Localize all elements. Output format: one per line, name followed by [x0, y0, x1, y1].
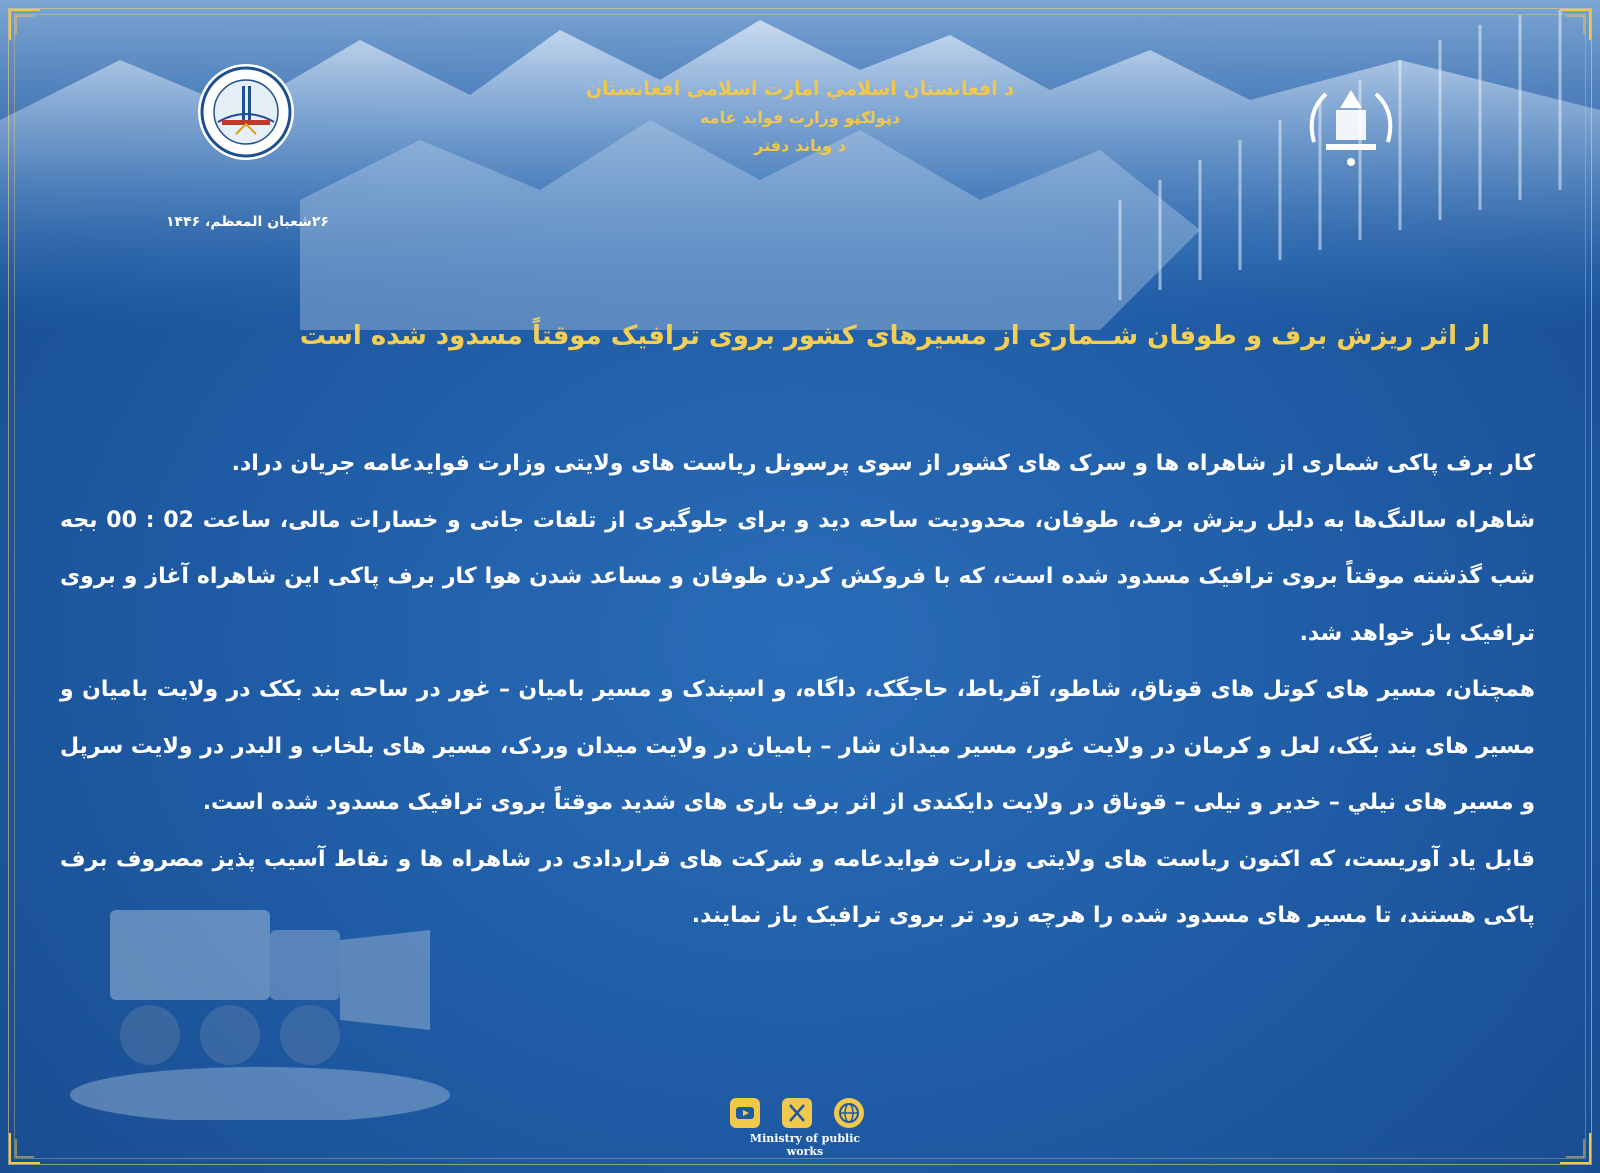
social-footer — [730, 1098, 880, 1158]
youtube-icon[interactable] — [730, 1098, 760, 1128]
corner-ornament-icon — [8, 1131, 42, 1165]
paragraph-3: همچنان، مسیر های کوتل های قوناق، شاطو، آقرباط، حاجگک، داگاه، و اسپندک و مسیر بامیان – غور در ساحه بند بکک در ولایت بامیان و مسیر های بند بگک، لعل و کرمان در ولایت غور، مسیر میدان شار – بامیان در ولایت میدان وردک، مسیر های بلخاب و البدر در ولایت سرپل و مسیر های نیلي – خدیر و نیلی – قوناق در ولایت دایکندی از اثر برف باری های شدید موقتاً بروی ترافیک مسدود شده است. — [60, 677, 1535, 815]
article-body — [60, 436, 1535, 945]
corner-ornament-icon — [1558, 1131, 1592, 1165]
headline: از اثر ریزش برف و طوفان شــماری از مسیرهای کشور بروی ترافیک موقتاً مسدود شده است — [299, 321, 1490, 351]
globe-icon[interactable] — [834, 1098, 864, 1128]
header-line-1: د افغانستان اسلامي امارت اسلامی افغانستان — [585, 78, 1015, 100]
state-emblem-logo — [1296, 82, 1406, 172]
corner-ornament-icon — [8, 8, 42, 42]
paragraph-2: شاهراه سالنگ‌ها به دلیل ریزش برف، طوفان، محدودیت ساحه دید و برای جلوگیری از تلفات جانی و خسارات مالی، ساعت 02 : 00 بجه شب گذشته موقتاً بروی ترافیک مسدود شده است، که با فروکش کردن طوفان و مساعد شدن هوا کار برف پاکی این شاهراه آغاز و بروی ترافیک باز خواهد شد. — [60, 507, 1535, 646]
header-line-2: دټولګټو وزارت فواید عامه — [699, 108, 901, 127]
ministry-header — [480, 74, 1120, 160]
x-icon[interactable] — [782, 1098, 812, 1128]
date-label: ۲۶شعبان المعظم، ۱۴۴۶ — [166, 214, 329, 230]
header-line-3: د ویاند دفتر — [754, 136, 846, 155]
corner-ornament-icon — [1558, 8, 1592, 42]
ministry-footer-label: Ministry of public works — [749, 1132, 861, 1158]
paragraph-1: کار برف پاکی شماری از شاهراه ها و سرک های کشور از سوی پرسونل ریاست های ولایتی وزارت فوایدعامه جریان دراد. — [231, 451, 1535, 476]
paragraph-4: قابل یاد آوریست، که اکنون ریاست های ولایتی وزارت فوایدعامه و شرکت های قراردادی در شاهراه ها و نقاط آسیب پذیز مصروف برف پاکی هستند، تا مسیر های مسدود شده را هرچه زود تر بروی ترافیک باز نمایند. — [60, 846, 1535, 928]
ministry-seal-logo — [196, 62, 296, 162]
